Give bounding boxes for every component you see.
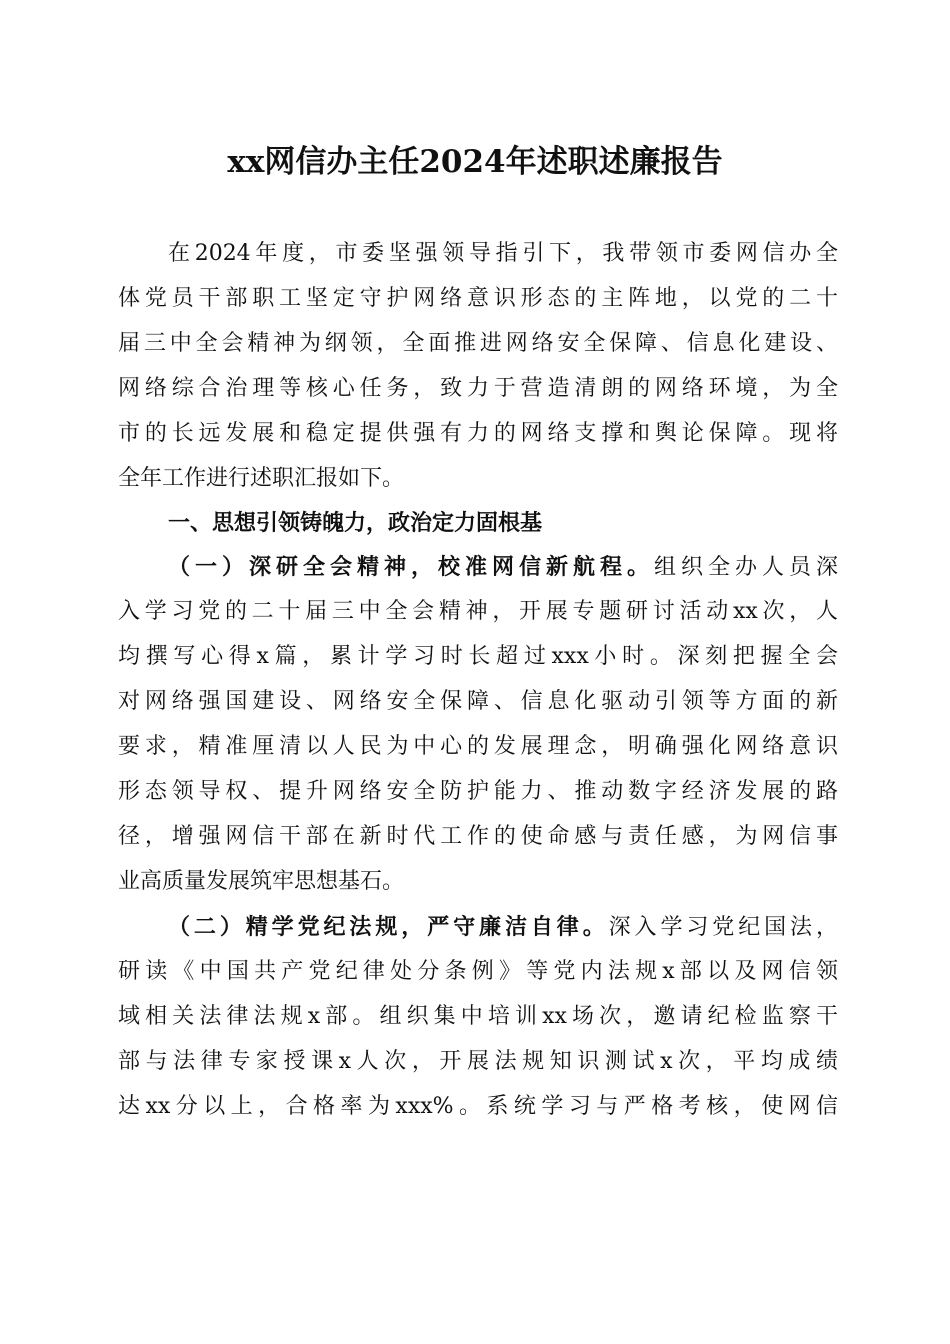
sub2-first-line [168,910,838,945]
sub2-line-4: 部与法律专家授课x人次，开展法规知识测试x次，平均成绩 [118,1049,838,1074]
sub1-lead: （一）深研全会精神，校准网信新航程。 [168,554,654,580]
sub1-line-3: 均撰写心得x篇，累计学习时长超过xxx小时。深刻把握全会 [118,644,838,669]
sub2-lead: （二）精学党纪法规，严守廉洁自律。 [168,914,609,940]
intro-line-6: 全年工作进行述职汇报如下。 [118,466,405,491]
sub1-line-4: 对网络强国建设、网络安全保障、信息化驱动引领等方面的新 [118,689,838,714]
sub1-line-5: 要求，精准厘清以人民为中心的发展理念，明确强化网络意识 [118,734,838,759]
sub1-line-7: 径，增强网信干部在新时代工作的使命感与责任感，为网信事 [118,824,838,849]
sub1-first-line [168,550,838,585]
intro-line-2: 体党员干部职工坚定守护网络意识形态的主阵地，以党的二十 [118,286,838,311]
sub1-line-8: 业高质量发展筑牢思想基石。 [118,869,405,894]
sub1-line-6: 形态领导权、提升网络安全防护能力、推动数字经济发展的路 [118,779,838,804]
sub2-first-rest: 深入学习党纪国法， [608,915,838,940]
section-heading-1: 一、思想引领铸魄力，政治定力固根基 [168,510,543,536]
intro-line-4: 网络综合治理等核心任务，致力于营造清朗的网络环境，为全 [118,376,838,401]
sub2-line-5: 达xx分以上，合格率为xxx%。系统学习与严格考核，使网信 [118,1094,838,1119]
intro-line-3: 届三中全会精神为纲领，全面推进网络安全保障、信息化建设、 [118,331,838,356]
intro-line-1: 在2024年度，市委坚强领导指引下，我带领市委网信办全 [168,241,838,266]
sub2-line-2: 研读《中国共产党纪律处分条例》等党内法规x部以及网信领 [118,959,838,984]
sub2-line-3: 域相关法律法规x部。组织集中培训xx场次，邀请纪检监察干 [118,1004,838,1029]
sub1-first-rest: 组织全办人员深 [653,555,838,580]
intro-line-5: 市的长远发展和稳定提供强有力的网络支撑和舆论保障。现将 [118,421,838,446]
sub1-line-2: 入学习党的二十届三中全会精神，开展专题研讨活动xx次，人 [118,599,838,624]
document-title: xx网信办主任2024年述职述廉报告 [227,144,723,180]
